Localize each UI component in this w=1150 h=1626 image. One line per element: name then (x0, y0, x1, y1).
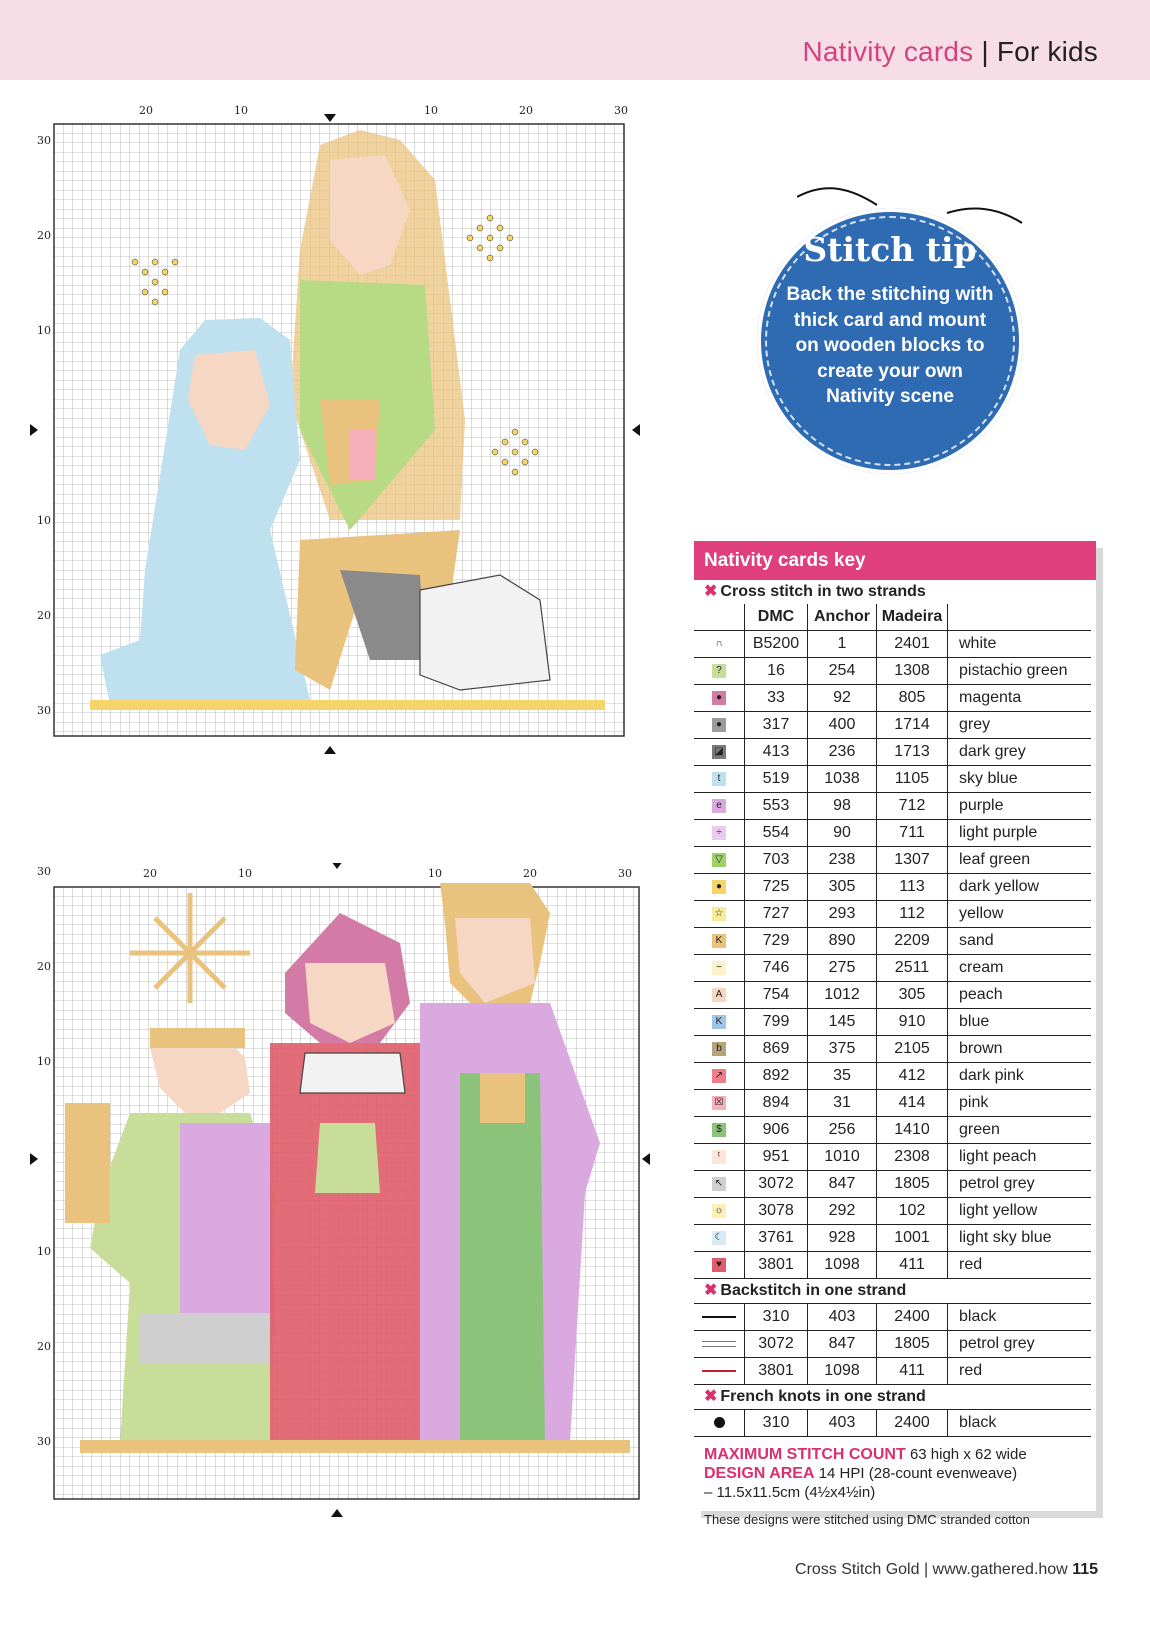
dmc-code: 554 (745, 820, 808, 847)
swatch-icon: ● (712, 718, 726, 732)
colour-name: grey (948, 712, 1092, 739)
dmc-code: 3801 (745, 1252, 808, 1279)
dmc-code: 33 (745, 685, 808, 712)
line-icon (702, 1341, 736, 1347)
key-row (694, 982, 1091, 1009)
dmc-code: 3761 (745, 1225, 808, 1252)
swatch-icon: ? (712, 664, 726, 678)
colour-name: purple (948, 793, 1092, 820)
madeira-code: 910 (877, 1009, 948, 1036)
key-row (694, 658, 1091, 685)
swatch-icon: ᵗ (712, 1150, 726, 1164)
symbol-swatch (694, 901, 745, 928)
symbol-swatch (694, 1090, 745, 1117)
dmc-code: 951 (745, 1144, 808, 1171)
colour-name: pistachio green (948, 658, 1092, 685)
key-row (694, 1144, 1091, 1171)
key-row (694, 901, 1091, 928)
madeira-code: 712 (877, 793, 948, 820)
swatch-icon: b (712, 1042, 726, 1056)
line-icon (702, 1370, 736, 1372)
chart1-top-label: 30 (614, 104, 628, 117)
swatch-icon: $ (712, 1123, 726, 1137)
swatch-icon: ↗ (712, 1069, 726, 1083)
key-row (694, 631, 1091, 658)
section-name: Nativity cards (802, 36, 974, 67)
dmc-code: 906 (745, 1117, 808, 1144)
symbol-swatch (694, 847, 745, 874)
swatch-icon: K (712, 934, 726, 948)
anchor-code: 1098 (808, 1252, 877, 1279)
page-footer: Cross Stitch Gold | www.gathered.how 115 (795, 1561, 1098, 1578)
chart1-left-label: 30 (37, 134, 51, 147)
swatch-icon: ↖ (712, 1177, 726, 1191)
madeira-code: 805 (877, 685, 948, 712)
key-row (694, 793, 1091, 820)
chart1-left-label: 30 (37, 704, 51, 717)
cross-icon: ✖ (704, 1388, 718, 1405)
symbol-swatch (694, 820, 745, 847)
dmc-code: 16 (745, 658, 808, 685)
anchor-code: 375 (808, 1036, 877, 1063)
colour-name: sand (948, 928, 1092, 955)
chart2-top-label: 30 (618, 867, 632, 880)
dmc-code: 799 (745, 1009, 808, 1036)
key-row (694, 1090, 1091, 1117)
dmc-code: 519 (745, 766, 808, 793)
chart-holy-family (30, 100, 640, 765)
dmc-code: 746 (745, 955, 808, 982)
colour-name: petrol grey (948, 1171, 1092, 1198)
colour-name: dark yellow (948, 874, 1092, 901)
dmc-code: 869 (745, 1036, 808, 1063)
stitch-tip-title: Stitch tip (803, 230, 977, 269)
cross-icon: ✖ (704, 1282, 718, 1299)
anchor-code: 305 (808, 874, 877, 901)
key-row (694, 1063, 1091, 1090)
key-row (694, 1036, 1091, 1063)
key-row (694, 847, 1091, 874)
anchor-code: 90 (808, 820, 877, 847)
anchor-code: 31 (808, 1090, 877, 1117)
colour-name: dark pink (948, 1063, 1092, 1090)
stitch-tip-body: Back the stitching with thick card and mount on wooden blocks to create your own Nativity scene (786, 284, 994, 407)
section-title (802, 36, 1098, 68)
swatch-icon: A (712, 988, 726, 1002)
backstitch-table (694, 1303, 1091, 1385)
key-row (694, 1252, 1091, 1279)
swatch-icon: t (712, 772, 726, 786)
chart2-left-label: 20 (37, 960, 51, 973)
anchor-code: 928 (808, 1225, 877, 1252)
dmc-code: 3078 (745, 1198, 808, 1225)
symbol-swatch (694, 1063, 745, 1090)
backstitch-row: 3801 1098 411 red (694, 1358, 1091, 1385)
symbol-swatch (694, 1144, 745, 1171)
madeira-code: 1105 (877, 766, 948, 793)
chart1-left-label: 10 (37, 514, 51, 527)
swatch-icon: K (712, 1015, 726, 1029)
anchor-code: 847 (808, 1171, 877, 1198)
colour-name: peach (948, 982, 1092, 1009)
madeira-code: 112 (877, 901, 948, 928)
colour-name: cream (948, 955, 1092, 982)
symbol-swatch (694, 982, 745, 1009)
madeira-code: 412 (877, 1063, 948, 1090)
key-row (694, 766, 1091, 793)
swatch-icon: ● (712, 880, 726, 894)
line-swatch (694, 1331, 745, 1358)
anchor-code: 145 (808, 1009, 877, 1036)
french-knot-row: 310 403 2400 black (694, 1410, 1091, 1437)
swatch-icon: ▽ (712, 853, 726, 867)
chart1-left-label: 20 (37, 229, 51, 242)
chart1-left-label: 20 (37, 609, 51, 622)
cross-stitch-heading: ✖ Cross stitch in two strands (704, 583, 926, 600)
key-row (694, 874, 1091, 901)
key-table (694, 604, 1091, 1279)
chart2-top-label: 20 (143, 867, 157, 880)
anchor-code: 254 (808, 658, 877, 685)
anchor-code: 1012 (808, 982, 877, 1009)
dmc-code: 3072 (745, 1171, 808, 1198)
swatch-icon: ☾ (712, 1231, 726, 1245)
symbol-swatch (694, 1171, 745, 1198)
colour-name: blue (948, 1009, 1092, 1036)
madeira-code: 2511 (877, 955, 948, 982)
stitch-tip-badge (757, 208, 1023, 474)
colour-name: light purple (948, 820, 1092, 847)
title-separator: | (981, 36, 989, 67)
symbol-swatch (694, 928, 745, 955)
chart2-left-label: 10 (37, 1055, 51, 1068)
chart2-top-label: 20 (523, 867, 537, 880)
madeira-code: 414 (877, 1090, 948, 1117)
anchor-code: 1 (808, 631, 877, 658)
swatch-icon: ● (712, 691, 726, 705)
colour-name: sky blue (948, 766, 1092, 793)
symbol-swatch (694, 766, 745, 793)
chart1-top-label: 20 (139, 104, 153, 117)
key-row (694, 955, 1091, 982)
swatch-icon: ☒ (712, 1096, 726, 1110)
symbol-swatch (694, 1198, 745, 1225)
dmc-code: 413 (745, 739, 808, 766)
madeira-code: 1714 (877, 712, 948, 739)
swatch-icon: ☆ (712, 907, 726, 921)
key-row (694, 1225, 1091, 1252)
key-row (694, 739, 1091, 766)
anchor-code: 256 (808, 1117, 877, 1144)
colour-name: light yellow (948, 1198, 1092, 1225)
subsection-name: For kids (996, 36, 1098, 67)
line-swatch (694, 1358, 745, 1385)
dmc-code: 894 (745, 1090, 808, 1117)
madeira-code: 2401 (877, 631, 948, 658)
symbol-swatch (694, 1252, 745, 1279)
line-icon (702, 1316, 736, 1318)
madeira-code: 2105 (877, 1036, 948, 1063)
nativity-key-panel (694, 541, 1096, 1527)
chart1-top-label: 10 (234, 104, 248, 117)
chart-three-kings-svg (30, 863, 650, 1528)
symbol-swatch (694, 793, 745, 820)
swatch-icon: ÷ (712, 826, 726, 840)
symbol-swatch (694, 685, 745, 712)
colour-name: green (948, 1117, 1092, 1144)
colour-name: brown (948, 1036, 1092, 1063)
key-row (694, 685, 1091, 712)
dmc-code: B5200 (745, 631, 808, 658)
anchor-code: 292 (808, 1198, 877, 1225)
colour-name: yellow (948, 901, 1092, 928)
key-row (694, 712, 1091, 739)
anchor-code: 92 (808, 685, 877, 712)
key-row (694, 1009, 1091, 1036)
dmc-code: 729 (745, 928, 808, 955)
dmc-code: 553 (745, 793, 808, 820)
anchor-code: 275 (808, 955, 877, 982)
swatch-icon: − (712, 961, 726, 975)
chart2-left-label: 10 (37, 1245, 51, 1258)
chart-holy-family-svg (30, 100, 640, 765)
anchor-code: 1010 (808, 1144, 877, 1171)
stitch-count-info: MAXIMUM STITCH COUNT 63 high x 62 wide DESIGN AREA 14 HPI (28-count evenweave) – 11.5x11.5cm (4½x4½in) (704, 1446, 1027, 1501)
anchor-code: 238 (808, 847, 877, 874)
chart2-left-label: 20 (37, 1340, 51, 1353)
cross-icon: ✖ (704, 583, 718, 600)
madeira-code: 711 (877, 820, 948, 847)
symbol-swatch (694, 631, 745, 658)
anchor-code: 890 (808, 928, 877, 955)
madeira-code: 411 (877, 1252, 948, 1279)
symbol-swatch (694, 1009, 745, 1036)
swatch-icon: ☼ (712, 1204, 726, 1218)
swatch-icon: ◪ (712, 745, 726, 759)
chart1-top-label: 20 (519, 104, 533, 117)
chart2-left-label: 30 (37, 1435, 51, 1448)
key-table-header: DMC Anchor Madeira (694, 604, 1091, 631)
anchor-code: 35 (808, 1063, 877, 1090)
colour-name: pink (948, 1090, 1092, 1117)
madeira-code: 305 (877, 982, 948, 1009)
colour-name: magenta (948, 685, 1092, 712)
thread-note: These designs were stitched using DMC stranded cotton (704, 1512, 1030, 1527)
french-knots-table (694, 1409, 1091, 1437)
dot-icon (714, 1417, 725, 1428)
chart2-left-label: 30 (37, 865, 51, 878)
line-swatch (694, 1304, 745, 1331)
madeira-code: 1001 (877, 1225, 948, 1252)
symbol-swatch (694, 955, 745, 982)
swatch-icon: ∩ (712, 637, 726, 651)
madeira-code: 1713 (877, 739, 948, 766)
madeira-code: 102 (877, 1198, 948, 1225)
anchor-code: 400 (808, 712, 877, 739)
chart1-left-label: 10 (37, 324, 51, 337)
dmc-code: 317 (745, 712, 808, 739)
dmc-code: 725 (745, 874, 808, 901)
symbol-swatch (694, 874, 745, 901)
madeira-code: 1307 (877, 847, 948, 874)
backstitch-row: 3072 847 1805 petrol grey (694, 1331, 1091, 1358)
chart-three-kings (30, 863, 650, 1528)
symbol-swatch (694, 1036, 745, 1063)
madeira-code: 1308 (877, 658, 948, 685)
colour-name: light sky blue (948, 1225, 1092, 1252)
symbol-swatch (694, 658, 745, 685)
swatch-icon: e (712, 799, 726, 813)
madeira-code: 1805 (877, 1171, 948, 1198)
key-row (694, 928, 1091, 955)
anchor-code: 293 (808, 901, 877, 928)
knot-swatch (694, 1410, 745, 1437)
dmc-code: 703 (745, 847, 808, 874)
symbol-swatch (694, 739, 745, 766)
anchor-code: 236 (808, 739, 877, 766)
colour-name: light peach (948, 1144, 1092, 1171)
colour-name: leaf green (948, 847, 1092, 874)
chart1-top-label: 10 (424, 104, 438, 117)
anchor-code: 1038 (808, 766, 877, 793)
madeira-code: 1410 (877, 1117, 948, 1144)
symbol-swatch (694, 1225, 745, 1252)
backstitch-row: 310 403 2400 black (694, 1304, 1091, 1331)
key-row (694, 1198, 1091, 1225)
backstitch-heading: ✖ Backstitch in one strand (704, 1282, 907, 1299)
swatch-icon: ♥ (712, 1258, 726, 1272)
colour-name: white (948, 631, 1092, 658)
key-title: Nativity cards key (694, 541, 1096, 580)
key-row (694, 1171, 1091, 1198)
dmc-code: 892 (745, 1063, 808, 1090)
chart2-top-label: 10 (238, 867, 252, 880)
symbol-swatch (694, 712, 745, 739)
colour-name: red (948, 1252, 1092, 1279)
colour-name: dark grey (948, 739, 1092, 766)
symbol-swatch (694, 1117, 745, 1144)
dmc-code: 727 (745, 901, 808, 928)
madeira-code: 113 (877, 874, 948, 901)
key-row (694, 820, 1091, 847)
anchor-code: 98 (808, 793, 877, 820)
madeira-code: 2308 (877, 1144, 948, 1171)
key-row (694, 1117, 1091, 1144)
chart2-top-label: 10 (428, 867, 442, 880)
french-knots-heading: ✖ French knots in one strand (704, 1388, 926, 1405)
madeira-code: 2209 (877, 928, 948, 955)
dmc-code: 754 (745, 982, 808, 1009)
